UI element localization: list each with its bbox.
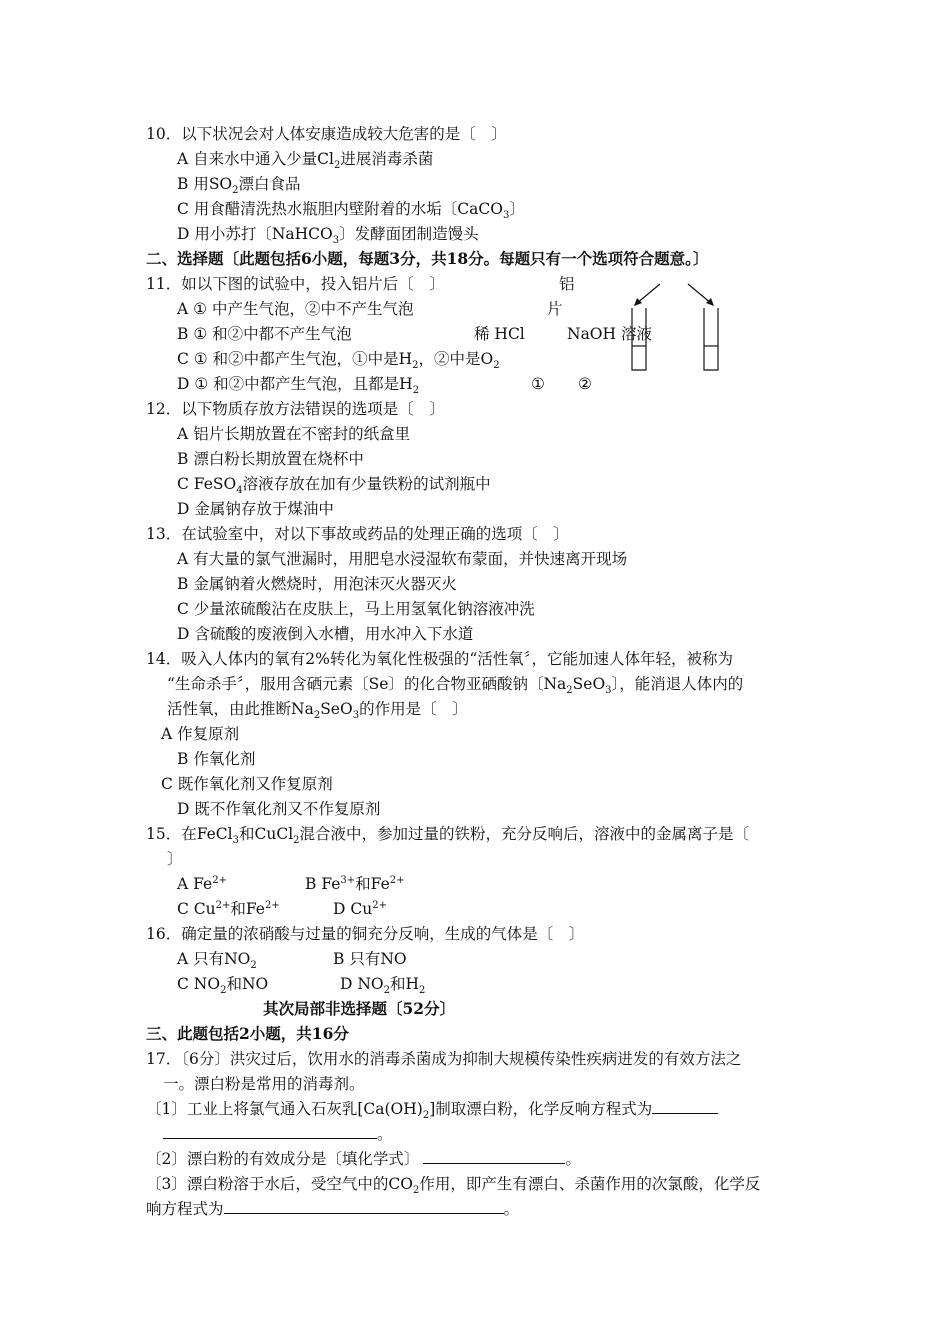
q11-option-b: B ① 和②中都不产生气泡	[177, 325, 352, 343]
q10-option-c: C 用食醋清洗热水瓶胆内壁附着的水垢〔CaCO$_3$〕	[177, 200, 525, 222]
q16-stem: 16．确定量的浓硝酸与过量的铜充分反响，生成的气体是〔 〕	[146, 925, 585, 943]
q17-part-1-blank-b[interactable]	[163, 1124, 377, 1139]
part-2-heading: 其次局部非选择题〔52分〕	[263, 999, 456, 1018]
q17-part-3-blank[interactable]	[224, 1199, 504, 1214]
q17-part-2-blank[interactable]	[423, 1149, 565, 1164]
fig-label-piece: 片	[547, 300, 563, 318]
q15-option-d: D $Cu^{2+}$	[333, 899, 387, 918]
q16-option-a: A 只有$NO_2$	[177, 950, 257, 972]
q14-option-c: C 既作氧化剂又作复原剂	[161, 775, 333, 793]
q15-line-1: 15．在FeCl$_3$和CuCl$_2$混合液中，参加过量的铁粉，充分反响后，溶液中的金属离子是〔	[146, 825, 750, 847]
q13-option-b: B 金属钠着火燃烧时，用泡沫灭火器灭火	[177, 575, 457, 593]
q11-option-c: C ① 和②中都产生气泡，①中是$H_2$，②中是$O_2$	[177, 350, 500, 372]
q13-stem: 13．在试验室中，对以下事故或药品的处理正确的选项〔 〕	[146, 525, 569, 543]
q10-option-b: B 用$SO_2$漂白食品	[177, 175, 301, 197]
test-tube-diagram	[620, 278, 730, 378]
q10-stem: 10．以下状况会对人体安康造成较大危害的是〔 〕	[146, 125, 507, 143]
q17-part-1-blank-a[interactable]	[652, 1099, 718, 1114]
fig-label-hcl: 稀 HCl	[474, 325, 525, 343]
q14-option-d: D 既不作氧化剂又不作复原剂	[177, 800, 381, 818]
fig-label-tube-2: ②	[578, 375, 592, 393]
q12-option-d: D 金属钠存放于煤油中	[177, 500, 334, 518]
test-tube-2	[704, 308, 718, 370]
q17-part-2: 〔2〕漂白粉的有效成分是〔填化学式〕 。	[146, 1150, 581, 1168]
q11-option-d: D ① 和②中都产生气泡，且都是$H_2$	[177, 375, 420, 397]
fig-label-tube-1: ①	[531, 375, 545, 393]
q14-line-1: 14．吸入人体内的氧有2%转化为氧化性极强的“活性氧〞，它能加速人体年轻，被称为	[146, 650, 733, 668]
q14-line-2: “生命杀手〞，服用含硒元素〔Se〕的化合物亚硒酸钠〔$Na_2SeO_3$〕，能消退人体内的	[167, 675, 744, 697]
q17-part-3-continued: 响方程式为 。	[146, 1200, 520, 1218]
q13-option-a: A 有大量的氯气泄漏时，用肥皂水浸湿软布蒙面，并快速离开现场	[177, 550, 628, 568]
q17-line-2: 一。漂白粉是常用的消毒剂。	[163, 1075, 365, 1093]
q12-option-c: C FeSO$_4$溶液存放在加有少量铁粉的试剂瓶中	[177, 475, 491, 497]
q17-part-3: 〔3〕漂白粉溶于水后，受空气中的$CO_2$作用，即产生有漂白、杀菌作用的次氯酸，化学反	[146, 1175, 761, 1197]
q16-option-c: C $NO_2$和NO	[177, 975, 269, 997]
q15-option-c: C $Cu^{2+}$和$Fe^{2+}$	[177, 899, 280, 918]
q17-line-1: 17．〔6分〕洪灾过后，饮用水的消毒杀菌成为抑制大规模传染性疾病进发的有效方法之	[146, 1050, 742, 1068]
q12-option-b: B 漂白粉长期放置在烧杯中	[177, 450, 364, 468]
q13-option-d: D 含硫酸的废液倒入水槽，用水冲入下水道	[177, 625, 474, 643]
arrow-head-2	[706, 298, 714, 306]
arrow-head-1	[634, 298, 642, 306]
q10-option-a: A 自来水中通入少量$Cl_2$进展消毒杀菌	[177, 150, 434, 172]
section-2-heading: 二、选择题〔此题包括6小题，每题3分，共18分。每题只有一个选项符合题意。〕	[146, 249, 709, 268]
q14-option-b: B 作氧化剂	[177, 750, 256, 768]
q14-line-3: 活性氧，由此推断$Na_2SeO_3$的作用是〔 〕	[167, 700, 468, 722]
q14-option-a: A 作复原剂	[161, 725, 240, 743]
q16-option-b: B 只有NO	[333, 950, 407, 968]
test-tube-1	[632, 308, 646, 370]
q12-option-a: A 铝片长期放置在不密封的纸盒里	[177, 425, 411, 443]
fig-label-naoh: NaOH 溶液	[567, 325, 652, 343]
q11-stem: 11．如以下图的试验中，投入铝片后〔 〕	[146, 275, 445, 293]
q12-stem: 12．以下物质存放方法错误的选项是〔 〕	[146, 400, 445, 418]
q10-option-d: D 用小苏打〔NaHCO$_3$〕发酵面团制造馒头	[177, 225, 479, 247]
q15-option-a: A $Fe^{2+}$	[177, 874, 227, 893]
q15-line-2: 〕	[167, 850, 183, 868]
q17-part-1: 〔1〕工业上将氯气通入石灰乳$[Ca(OH)_2]$制取漂白粉，化学反响方程式为	[146, 1099, 718, 1119]
q16-option-d: D $NO_2$和$H_2$	[340, 975, 426, 997]
q17-part-1-continued: 。	[163, 1124, 393, 1144]
q13-option-c: C 少量浓硫酸沾在皮肤上，马上用氢氧化钠溶液冲洗	[177, 600, 535, 618]
section-3-heading: 三、此题包括2小题，共16分	[146, 1024, 349, 1043]
q15-option-b: B $Fe^{3+}$和$Fe^{2+}$	[305, 874, 405, 893]
q11-option-a: A ① 中产生气泡，②中不产生气泡	[177, 300, 414, 318]
fig-label-aluminum: 铝	[559, 275, 575, 293]
